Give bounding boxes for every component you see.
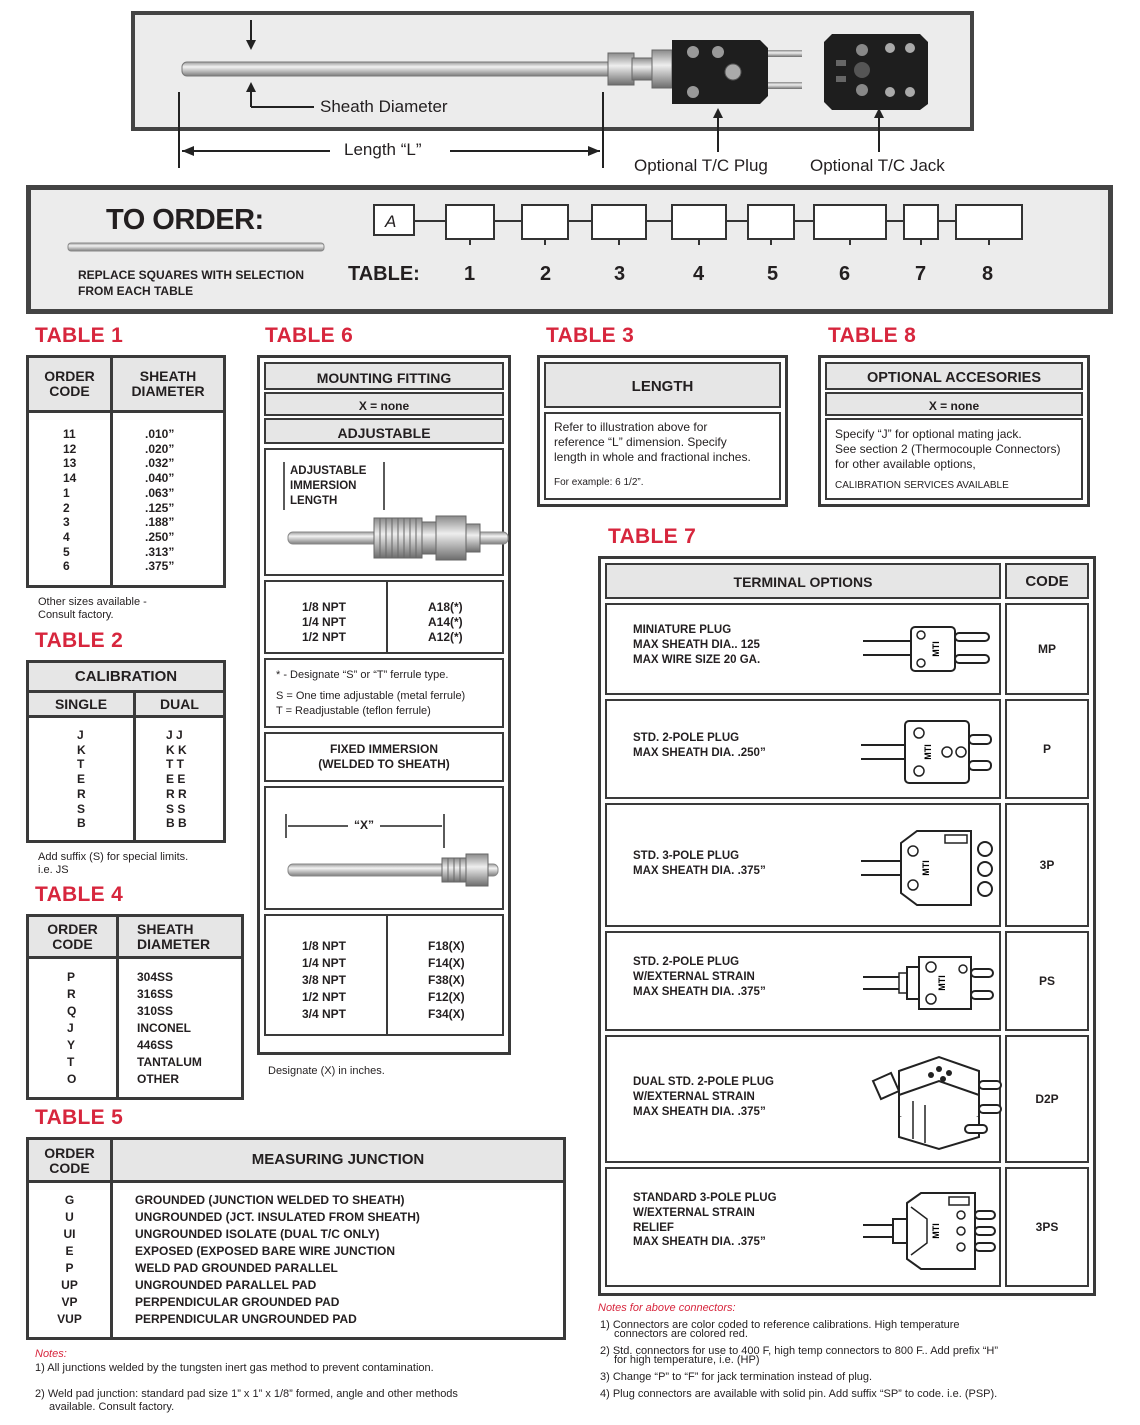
- table5-col2: MEASURING JUNCTION: [113, 1140, 563, 1180]
- table8: [818, 355, 1090, 507]
- slot-3: 3: [614, 263, 626, 285]
- terminal-code: D2P: [1005, 1035, 1089, 1163]
- table2-note-2: i.e. JS: [38, 864, 69, 876]
- table6: [257, 355, 511, 1055]
- miniature-plug-icon: [863, 619, 1003, 679]
- table5-note-2b: available. Consult factory.: [49, 1401, 175, 1413]
- fixed-line-2: (WELDED TO SHEATH): [318, 757, 450, 771]
- table4-material: 304SS: [137, 970, 174, 984]
- table1-diameter: .250”: [145, 529, 175, 544]
- table1-title: TABLE 1: [35, 324, 124, 347]
- fixed-size: 3/8 NPT: [302, 973, 347, 987]
- table2-header: CALIBRATION: [29, 663, 223, 693]
- fixed-code: F12(X): [428, 990, 465, 1004]
- table4-code: Q: [67, 1004, 77, 1018]
- table2-dual-code: B B: [166, 816, 187, 831]
- table8-none: X = none: [825, 392, 1083, 416]
- adj-label-1: ADJUSTABLE: [290, 465, 367, 477]
- table1-code: 5: [63, 544, 70, 559]
- order-rod-icon: [66, 240, 328, 254]
- terminal-line: MAX SHEATH DIA.. 125: [633, 638, 760, 651]
- table4-material: OTHER: [137, 1072, 179, 1086]
- table5-code: G: [64, 1193, 75, 1207]
- probe-drawing: [0, 0, 1140, 185]
- plug-label: Optional T/C Plug: [634, 156, 768, 175]
- table4: [26, 914, 244, 1100]
- table5: [26, 1137, 566, 1340]
- adj-code: A18(*): [428, 600, 463, 614]
- table4-code: J: [67, 1021, 74, 1035]
- table1-code: 11: [63, 427, 76, 441]
- table2-dual-code: T T: [166, 757, 184, 772]
- table1-diameter: .188”: [145, 515, 175, 530]
- fixed-line-1: FIXED IMMERSION: [329, 742, 438, 756]
- length-label: Length “L”: [344, 140, 422, 159]
- table4-material: 446SS: [137, 1038, 174, 1052]
- table4-material: 316SS: [137, 987, 174, 1001]
- table2-dual: DUAL: [136, 693, 223, 715]
- table5-description: EXPOSED (EXPOSED BARE WIRE JUNCTION: [135, 1244, 396, 1258]
- adj-label-3: LENGTH: [290, 495, 338, 507]
- terminal-row: [605, 603, 1001, 695]
- terminal-line: MAX SHEATH DIA. .375”: [633, 985, 766, 998]
- terminal-row: [605, 699, 1001, 799]
- table1-code: 3: [63, 515, 70, 530]
- table7-header-code: CODE: [1005, 563, 1089, 599]
- terminal-row: [605, 1035, 1001, 1163]
- table1-code: 14: [63, 471, 77, 486]
- table5-description: WELD PAD GROUNDED PARALLEL: [135, 1261, 338, 1275]
- two-pole-plug-icon: [861, 715, 1001, 787]
- table6-none: X = none: [264, 392, 504, 416]
- terminal-code: MP: [1005, 603, 1089, 695]
- terminal-row: [605, 931, 1001, 1031]
- fixed-size: 1/8 NPT: [302, 939, 347, 953]
- fixed-size: 3/4 NPT: [302, 1007, 347, 1021]
- table5-col1-line2: CODE: [49, 1160, 90, 1176]
- table2-single-code: E: [77, 772, 86, 787]
- terminal-line: STD. 3-POLE PLUG: [633, 850, 740, 862]
- table1-code: 12: [63, 441, 77, 456]
- table7-notes-title: Notes for above connectors:: [598, 1302, 736, 1314]
- terminal-line: MAX SHEATH DIA. .375”: [633, 1105, 766, 1118]
- table7-note-2b: for high temperature, i.e. (HP): [614, 1354, 760, 1366]
- table1-note-2: Consult factory.: [38, 609, 114, 621]
- table1-diameter: .375”: [145, 559, 175, 574]
- terminal-line: STANDARD 3-POLE PLUG: [633, 1192, 777, 1204]
- table1-diameter: .010”: [145, 427, 175, 441]
- table5-code: U: [65, 1210, 74, 1224]
- table6-title: TABLE 6: [265, 324, 354, 347]
- table3: [537, 355, 788, 507]
- table4-material: INCONEL: [137, 1021, 191, 1035]
- table2-single-code: R: [77, 786, 86, 801]
- table1-diameter: .020”: [145, 441, 175, 456]
- fixed-fitting-panel: [264, 786, 504, 910]
- table3-text-3: length in whole and fractional inches.: [554, 450, 751, 464]
- table6-header: MOUNTING FITTING: [264, 362, 504, 390]
- terminal-line: RELIEF: [633, 1221, 674, 1234]
- table5-description: GROUNDED (JUNCTION WELDED TO SHEATH): [135, 1193, 405, 1207]
- mti-text: MTI: [931, 1223, 941, 1239]
- terminal-line: DUAL STD. 2-POLE PLUG: [633, 1076, 774, 1088]
- adj-size: 1/4 NPT: [302, 615, 347, 629]
- adj-label-2: IMMERSION: [290, 480, 357, 492]
- table7-note-4: 4) Plug connectors are available with solid pin. Add suffix “SP” to code. i.e. (PSP).: [600, 1388, 998, 1400]
- table7-title: TABLE 7: [608, 525, 697, 548]
- table3-header: LENGTH: [544, 362, 781, 408]
- order-prefix: A: [385, 212, 397, 231]
- sheath-diameter-label: Sheath Diameter: [320, 97, 448, 116]
- terminal-line: W/EXTERNAL STRAIN: [633, 1090, 755, 1103]
- table2-single-code: S: [77, 801, 86, 816]
- fixed-fitting-drawing: [266, 788, 516, 912]
- terminal-code: 3PS: [1005, 1167, 1089, 1287]
- table6-adjustable: ADJUSTABLE: [264, 418, 504, 444]
- table7: [598, 556, 1096, 1296]
- two-pole-strain-plug-icon: [863, 947, 1003, 1019]
- adjustable-fitting-drawing: [266, 450, 516, 578]
- table2-dual-code: R R: [166, 786, 187, 801]
- table1-col1-line2: CODE: [49, 383, 90, 399]
- table4-title: TABLE 4: [35, 883, 124, 906]
- table4-col1-line1: ORDER: [47, 921, 98, 937]
- table2-single-code: K: [77, 742, 86, 757]
- table3-text-1: Refer to illustration above for: [554, 420, 708, 434]
- table8-text-2: See section 2 (Thermocouple Connectors): [835, 442, 1061, 456]
- table5-description: UNGROUNDED (JCT. INSULATED FROM SHEATH): [135, 1210, 420, 1224]
- order-instruction-2: FROM EACH TABLE: [78, 284, 194, 298]
- adj-code: A12(*): [428, 630, 463, 644]
- table1-col1-line1: ORDER: [44, 368, 95, 384]
- table7-note-2a: 2) Std. connectors for use to 400 F, high temp connectors to 800 F.. Add prefix “H”: [600, 1345, 999, 1357]
- table8-header: OPTIONAL ACCESORIES: [825, 362, 1083, 390]
- mti-text: MTI: [923, 744, 933, 760]
- table4-code: T: [67, 1055, 75, 1069]
- table4-col2-line1: SHEATH: [137, 921, 194, 937]
- table8-title: TABLE 8: [828, 324, 917, 347]
- terminal-line: MAX SHEATH DIA. .375”: [633, 1236, 766, 1249]
- table1-col2-line2: DIAMETER: [131, 383, 205, 399]
- table1-diameter: .040”: [145, 471, 175, 486]
- terminal-code: PS: [1005, 931, 1089, 1031]
- table4-code: R: [67, 987, 76, 1001]
- table5-code: UI: [63, 1227, 76, 1241]
- table5-code: E: [65, 1244, 74, 1258]
- table2-single-code: B: [77, 816, 86, 831]
- table2-dual-code: E E: [166, 772, 186, 787]
- terminal-line: W/EXTERNAL STRAIN: [633, 970, 755, 983]
- table1-diameter: .125”: [145, 500, 175, 515]
- slot-1: 1: [464, 263, 476, 285]
- table5-description: PERPENDICULAR GROUNDED PAD: [135, 1295, 340, 1309]
- fixed-code: F14(X): [428, 956, 465, 970]
- table5-col1-line1: ORDER: [44, 1145, 95, 1161]
- three-pole-plug-icon: [861, 823, 1001, 913]
- table3-example: For example: 6 1/2”.: [554, 477, 644, 488]
- mti-text: MTI: [931, 641, 941, 657]
- fixed-size: 1/4 NPT: [302, 956, 347, 970]
- adj-note-2: S = One time adjustable (metal ferrule): [276, 690, 466, 702]
- fixed-code: F38(X): [428, 973, 465, 987]
- table5-description: PERPENDICULAR UNGROUNDED PAD: [135, 1312, 357, 1326]
- fixed-code: F18(X): [428, 939, 465, 953]
- order-title: TO ORDER:: [106, 204, 264, 236]
- terminal-line: MAX SHEATH DIA. .250”: [633, 746, 766, 759]
- table5-code: UP: [61, 1278, 78, 1292]
- table5-code: P: [65, 1261, 74, 1275]
- terminal-line: MINIATURE PLUG: [633, 624, 732, 636]
- table8-text-3: for other available options,: [835, 457, 976, 471]
- slot-7: 7: [915, 263, 927, 285]
- order-slots: [360, 195, 1040, 255]
- table1-diameter: .313”: [145, 544, 175, 559]
- table2-dual-code: J J: [166, 728, 183, 742]
- adj-code: A14(*): [428, 615, 463, 629]
- slot-2: 2: [540, 263, 552, 285]
- slot-5: 5: [767, 263, 779, 285]
- adj-size: 1/8 NPT: [302, 600, 347, 614]
- terminal-line: STD. 2-POLE PLUG: [633, 956, 740, 968]
- mti-text: MTI: [921, 860, 931, 876]
- table1-code: 1: [63, 485, 70, 500]
- jack-label: Optional T/C Jack: [810, 156, 945, 175]
- table2: [26, 660, 226, 843]
- table5-note-1: 1) All junctions welded by the tungsten inert gas method to prevent contamination.: [35, 1362, 434, 1374]
- table4-col1-line2: CODE: [52, 936, 93, 952]
- table6-fixed-note: Designate (X) in inches.: [268, 1065, 385, 1077]
- order-instruction-1: REPLACE SQUARES WITH SELECTION: [78, 268, 305, 282]
- table2-title: TABLE 2: [35, 629, 124, 652]
- table4-code: P: [67, 970, 76, 984]
- table1-note-1: Other sizes available -: [38, 596, 147, 608]
- adjustable-fitting-panel: [264, 448, 504, 576]
- terminal-line: MAX WIRE SIZE 20 GA.: [633, 653, 761, 666]
- table1-diameter: .063”: [145, 485, 175, 500]
- table2-single-code: T: [77, 757, 85, 772]
- terminal-row: [605, 803, 1001, 927]
- table1-code: 2: [63, 500, 70, 515]
- terminal-line: MAX SHEATH DIA. .375”: [633, 864, 766, 877]
- table8-cal: CALIBRATION SERVICES AVAILABLE: [835, 480, 1009, 491]
- fixed-size: 1/2 NPT: [302, 990, 347, 1004]
- table4-col2-line2: DIAMETER: [137, 936, 211, 952]
- terminal-line: W/EXTERNAL STRAIN: [633, 1206, 755, 1219]
- table2-single-code: J: [77, 728, 84, 742]
- table7-note-1a: 1) Connectors are color coded to reference calibrations. High temperature: [600, 1319, 960, 1331]
- table1-code: 6: [63, 559, 70, 574]
- table1: [26, 355, 226, 588]
- table2-single: SINGLE: [29, 693, 136, 715]
- table7-header-terminal: TERMINAL OPTIONS: [605, 563, 1001, 599]
- table4-code: O: [67, 1072, 77, 1086]
- table1-code: 4: [63, 529, 70, 544]
- terminal-code: 3P: [1005, 803, 1089, 927]
- slot-8: 8: [982, 263, 994, 285]
- table5-code: VUP: [57, 1312, 82, 1326]
- slot-4: 4: [693, 263, 705, 285]
- table3-text-2: reference “L” dimension. Specify: [554, 435, 727, 449]
- table1-code: 13: [63, 456, 77, 471]
- table5-description: UNGROUNDED ISOLATE (DUAL T/C ONLY): [135, 1227, 380, 1241]
- table5-code: VP: [61, 1295, 78, 1309]
- mti-text: MTI: [937, 975, 947, 991]
- table5-description: UNGROUNDED PARALLEL PAD: [135, 1278, 317, 1292]
- slot-6: 6: [839, 263, 851, 285]
- dual-plug-icon: [869, 1051, 1009, 1151]
- fixed-code: F34(X): [428, 1007, 465, 1021]
- table3-title: TABLE 3: [546, 324, 635, 347]
- x-label: “X”: [354, 818, 375, 832]
- table4-code: Y: [67, 1038, 76, 1052]
- table2-note-1: Add suffix (S) for special limits.: [38, 851, 189, 863]
- adj-size: 1/2 NPT: [302, 630, 347, 644]
- table5-title: TABLE 5: [35, 1106, 124, 1129]
- terminal-code: P: [1005, 699, 1089, 799]
- table-label: TABLE:: [348, 263, 420, 285]
- three-pole-strain-plug-icon: [863, 1185, 1003, 1275]
- table4-material: TANTALUM: [137, 1055, 202, 1069]
- table1-diameter: .032”: [145, 456, 175, 471]
- table7-note-3: 3) Change “P” to “F” for jack termination instead of plug.: [600, 1371, 873, 1383]
- adj-note-3: T = Readjustable (teflon ferrule): [276, 705, 431, 717]
- table1-col2-line1: SHEATH: [139, 368, 197, 384]
- sheath-rod: [182, 62, 612, 76]
- adj-note-1: * - Designate “S” or “T” ferrule type.: [276, 669, 449, 681]
- table5-note-2a: 2) Weld pad junction: standard pad size 1” x 1” x 1/8” formed, angle and other methods: [35, 1388, 458, 1400]
- table5-notes-title: Notes:: [35, 1348, 67, 1360]
- terminal-line: STD. 2-POLE PLUG: [633, 732, 740, 744]
- table4-material: 310SS: [137, 1004, 174, 1018]
- table7-note-1b: connectors are colored red.: [614, 1328, 748, 1340]
- table2-dual-code: K K: [166, 742, 187, 757]
- table8-text-1: Specify “J” for optional mating jack.: [835, 427, 1022, 441]
- terminal-row: [605, 1167, 1001, 1287]
- table2-dual-code: S S: [166, 801, 186, 816]
